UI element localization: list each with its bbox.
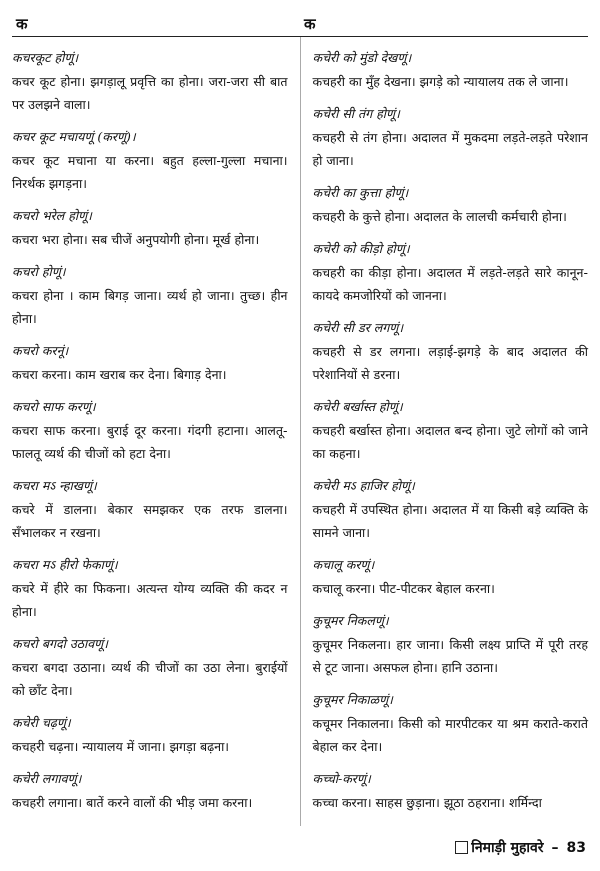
idiom-term: कचालू करणूं। bbox=[312, 557, 375, 572]
idiom-term: कचेरी सी तंग होणूं। bbox=[312, 106, 400, 121]
page-header bbox=[12, 14, 588, 37]
idiom-meaning: कचहरी का कीड़ा होना। अदालत में लड़ते-लड़ते सारे कानून-कायदे कमजोरियों को जानना। bbox=[312, 265, 588, 303]
idiom-meaning: कचर कूट मचाना या करना। बहुत हल्ला-गुल्ला मचाना। निरर्थक झगड़ना। bbox=[12, 153, 288, 191]
idiom-entry bbox=[313, 319, 589, 386]
idiom-term: कचरकूट होणूं। bbox=[12, 50, 79, 65]
idiom-meaning: कचहरी लगाना। बातें करने वालों की भीड़ जमा करना। bbox=[12, 795, 253, 810]
idiom-meaning: कचरा होना । काम बिगड़ जाना। व्यर्थ हो जाना। तुच्छ। हीन होना। bbox=[12, 288, 288, 326]
idiom-entry bbox=[12, 128, 288, 195]
idiom-entry bbox=[313, 240, 589, 307]
idiom-meaning: कचरा करना। काम खराब कर देना। बिगाड़ देना। bbox=[12, 367, 227, 382]
idiom-term: कुचूमर निकाळणूं। bbox=[312, 692, 393, 707]
right-header-letter: क bbox=[304, 15, 316, 33]
idiom-meaning: कचहरी चढ़ना। न्यायालय में जाना। झगड़ा बढ़ना। bbox=[12, 739, 230, 754]
idiom-entry bbox=[12, 342, 288, 386]
idiom-meaning: कचहरी का मुँह देखना। झगड़े को न्यायालय तक ले जाना। bbox=[312, 74, 569, 89]
idiom-entry bbox=[12, 770, 288, 814]
idiom-term: कचेरी का कुत्ता होणूं। bbox=[312, 185, 409, 200]
idiom-meaning: कच्चा करना। साहस छुड़ाना। झूठा ठहराना। शर्मिन्दा bbox=[312, 795, 542, 810]
idiom-term: कुचूमर निकलणूं। bbox=[312, 613, 389, 628]
idiom-term: कचरो करनूं। bbox=[12, 343, 69, 358]
idiom-term: कचेरी को कीड़ो होणूं। bbox=[312, 241, 410, 256]
idiom-term: कचरा मऽ हीरो फेकाणूं। bbox=[12, 557, 118, 572]
idiom-meaning: कचरे में डालना। बेकार समझकर एक तरफ डालना। सँभालकर न रखना। bbox=[12, 502, 288, 540]
idiom-entry bbox=[313, 612, 589, 679]
idiom-entry bbox=[313, 691, 589, 758]
idiom-entry bbox=[12, 398, 288, 465]
idiom-term: कचरा मऽ न्हाखणूं। bbox=[12, 478, 97, 493]
idiom-meaning: कचहरी के कुत्ते होना। अदालत के लालची कर्मचारी होना। bbox=[312, 209, 567, 224]
idiom-term: कच्चो-करणूं। bbox=[312, 771, 371, 786]
idiom-term: कचर कूट मचायणूं (करणूं)। bbox=[12, 129, 136, 144]
idiom-entry bbox=[12, 477, 288, 544]
footer-dash: – bbox=[551, 839, 559, 856]
idiom-term: कचेरी लगावणूं। bbox=[12, 771, 82, 786]
page-number: 83 bbox=[566, 839, 586, 856]
idiom-term: कचेरी चढ़णूं। bbox=[12, 715, 71, 730]
idiom-meaning: कचूमर निकालना। किसी को मारपीटकर या श्रम कराते-कराते बेहाल कर देना। bbox=[312, 716, 588, 754]
idiom-entry bbox=[313, 477, 589, 544]
idiom-entry bbox=[313, 770, 589, 814]
idiom-term: कचरो बगदो उठावणूं। bbox=[12, 636, 108, 651]
idiom-term: कचरो होणूं। bbox=[12, 264, 66, 279]
idiom-term: कचेरी को मुंडो देखणूं। bbox=[312, 50, 412, 65]
left-column bbox=[12, 37, 301, 826]
idiom-meaning: कचहरी से डर लगना। लड़ाई-झगड़े के बाद अदालत की परेशानियों से डरना। bbox=[312, 344, 588, 382]
idiom-meaning: कुचूमर निकलना। हार जाना। किसी लक्ष्य प्राप्ति में पूरी तरह से टूट जाना। असफल होना। हानि उठाना। bbox=[312, 637, 588, 675]
idiom-term: कचरो साफ करणूं। bbox=[12, 399, 96, 414]
idiom-entry bbox=[12, 207, 288, 251]
idiom-entry bbox=[12, 49, 288, 116]
idiom-meaning: कचर कूट होना। झगड़ालू प्रवृत्ति का होना। जरा-जरा सी बात पर उलझने वाला। bbox=[12, 74, 288, 112]
idiom-entry bbox=[313, 184, 589, 228]
idiom-entry bbox=[313, 105, 589, 172]
idiom-term: कचेरी सी डर लगणूं। bbox=[312, 320, 404, 335]
page-footer bbox=[455, 838, 586, 857]
idiom-meaning: कचरा बगदा उठाना। व्यर्थ की चीजों का उठा लेना। बुराईयों को छाँट देना। bbox=[12, 660, 288, 698]
idiom-entry bbox=[12, 263, 288, 330]
footer-box-icon bbox=[455, 841, 468, 854]
idiom-meaning: कचरा भरा होना। सब चीजें अनुपयोगी होना। मूर्ख होना। bbox=[12, 232, 260, 247]
idiom-entry bbox=[12, 714, 288, 758]
left-header-letter: क bbox=[16, 15, 28, 33]
idiom-meaning: कचालू करना। पीट-पीटकर बेहाल करना। bbox=[312, 581, 495, 596]
idiom-meaning: कचहरी बर्खास्त होना। अदालत बन्द होना। जुटे लोगों को जाने का कहना। bbox=[312, 423, 588, 461]
idiom-meaning: कचरे में हीरे का फिकना। अत्यन्त योग्य व्यक्ति की कदर न होना। bbox=[12, 581, 288, 619]
idiom-entry bbox=[313, 398, 589, 465]
idiom-term: कचरो भरेल होणूं। bbox=[12, 208, 92, 223]
idiom-entry bbox=[12, 635, 288, 702]
idiom-meaning: कचहरी से तंग होना। अदालत में मुकदमा लड़ते-लड़ते परेशान हो जाना। bbox=[312, 130, 588, 168]
columns bbox=[12, 37, 588, 826]
idiom-meaning: कचहरी में उपस्थित होना। अदालत में या किसी बड़े व्यक्ति के सामने जाना। bbox=[312, 502, 588, 540]
idiom-entry bbox=[12, 556, 288, 623]
idiom-entry bbox=[313, 49, 589, 93]
idiom-term: कचेरी बर्खास्त होणूं। bbox=[312, 399, 403, 414]
idiom-entry bbox=[313, 556, 589, 600]
dictionary-page bbox=[12, 14, 588, 826]
idiom-term: कचेरी मऽ हाजिर होणूं। bbox=[312, 478, 415, 493]
right-column bbox=[301, 37, 589, 826]
idiom-meaning: कचरा साफ करना। बुराई दूर करना। गंदगी हटाना। आलतू-फालतू व्यर्थ की चीजों को हटा देना। bbox=[12, 423, 288, 461]
footer-title: निमाड़ी मुहावरे bbox=[471, 840, 544, 856]
